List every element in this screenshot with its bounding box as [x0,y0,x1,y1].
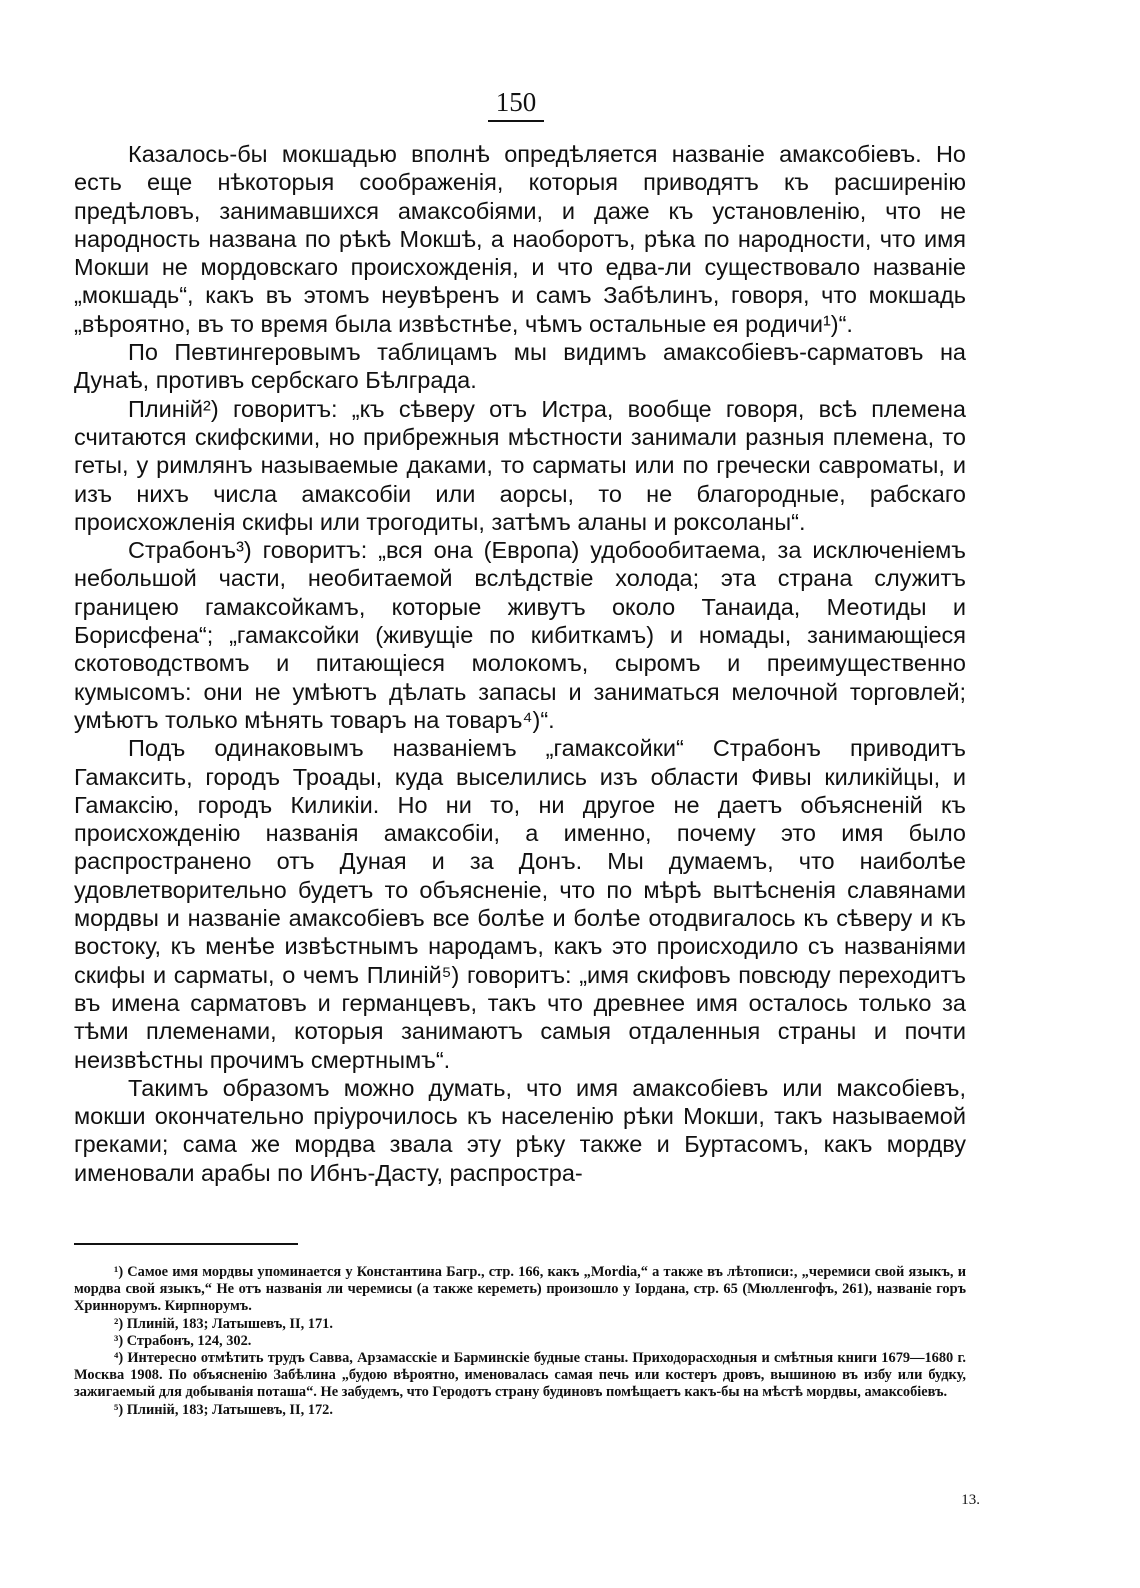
body-text [74,140,966,1187]
footnotes [74,1264,966,1419]
footnote-separator [74,1243,298,1245]
paragraph-1: Казалось-бы мокшадью вполнѣ опредѣляется названіе амаксобіевъ. Но есть еще нѣкоторыя соображенія, которыя приводятъ къ расширенію предѣловъ, занимавшихся амаксобіями, и даже къ установленію, что не народность названа по рѣкѣ Мокшѣ, а наоборотъ, рѣка по народности, что имя Мокши не мордовскаго происхожденія, и что едва-ли существовало названіе „мокшадь“, какъ въ этомъ неувѣренъ и самъ Забѣлинъ, говоря, что мокшадь „вѣроятно, въ то время была извѣстнѣе, чѣмъ остальные ея родичи¹)“. [74,141,966,337]
footnote-5: ⁵) Плиній, 183; Латышевъ, II, 172. [114,1401,333,1418]
footnote-2: ²) Плиній, 183; Латышевъ, II, 171. [114,1315,333,1332]
paragraph-2: По Певтингеровымъ таблицамъ мы видимъ амаксобіевъ-сарматовъ на Дунаѣ, противъ сербскаго Бѣлграда. [74,339,966,394]
signature-mark: 13. [961,1492,980,1508]
footnote-1: ¹) Самое имя мордвы упоминается у Константина Багр., стр. 166, какъ „Mordia,“ а также въ лѣтописи:, „черемиси свой языкъ, и мордва свой языкъ,“ Не отъ названія ли черемисы (а также кереметь) произошло у Іордана, стр. 65 (Мюлленгофъ, 261), названіе горъ Хриннорумъ. Кирпнорумъ. [74,1264,966,1315]
page-number: 150 [495,87,537,117]
footnote-3: ³) Страбонъ, 124, 302. [114,1332,252,1349]
paragraph-4: Страбонъ³) говоритъ: „вся она (Европа) удобообитаема, за исключеніемъ небольшой части, необитаемой вслѣдствіе холода; эта страна служитъ границею гамаксойкамъ, которые живутъ около Танаида, Меотиды и Борисфена“; „гамаксойки (живущіе по кибиткамъ) и номады, занимающіеся скотоводствомъ и питающіеся молокомъ, сыромъ и преимущественно кумысомъ: они не умѣютъ дѣлать запасы и заниматься мелочной торговлей; умѣютъ только мѣнять товаръ на товаръ⁴)“. [74,537,966,733]
paragraph-6: Такимъ образомъ можно думать, что имя амаксобіевъ или максобіевъ, мокши окончательно пріурочилось къ населенію рѣки Мокши, такъ называемой греками; сама же мордва звала эту рѣку также и Буртасомъ, какъ мордву именовали арабы по Ибнъ-Дасту, распростра- [74,1074,966,1186]
paragraph-5: Подъ одинаковымъ названіемъ „гамаксойки“ Страбонъ приводитъ Гамаксить, городъ Троады, куда выселились изъ области Фивы киликійцы, и Гамаксію, городъ Киликіи. Но ни то, ни другое не даетъ объясненій къ происхожденію названія амаксобіи, а именно, почему это имя было распространено отъ Дуная и за Донъ. Мы думаемъ, что наиболѣе удовлетворительно будетъ то объясненіе, что по мѣрѣ вытѣсненія славянами мордвы и названіе амаксобіевъ все болѣе и болѣе отодвигалось къ сѣверу и къ востоку, къ менѣе извѣстнымъ народамъ, какъ это происходило съ названіями скифы и сарматы, о чемъ Плиній⁵) говоритъ: „имя скифовъ повсюду переходитъ въ имена сарматовъ и германцевъ, такъ что древнее имя осталось только за тѣми племенами, которыя занимаютъ самыя отдаленныя страны и почти неизвѣстны прочимъ смертнымъ“. [74,735,966,1073]
footnote-4: ⁴) Интересно отмѣтить трудъ Савва, Арзамасскіе и Барминскіе будные станы. Приходорасходныя и смѣтныя книги 1679—1680 г. Москва 1908. По объясненію Забѣлина „будою вѣроятно, именовалась самая печь или костеръ дровъ, вышиною въ избу или будку, зажигаемый для добыванія поташа“. Не забудемъ, что Геродотъ страну будиновъ помѣщаетъ какъ-бы на мѣстѣ мордвы, амаксобіевъ. [74,1350,966,1401]
page-number-underline [488,120,544,122]
paragraph-3: Плиній²) говоритъ: „къ сѣверу отъ Истра, вообще говоря, всѣ племена считаются скифскими, но прибрежныя мѣстности занимали разныя племена, то геты, у римлянъ называемые даками, то сарматы или по гречески савроматы, и изъ нихъ числа амаксобіи или аорсы, то не благородные, рабскаго происхожленія скифы или трогодиты, затѣмъ аланы и роксоланы“. [74,395,966,535]
